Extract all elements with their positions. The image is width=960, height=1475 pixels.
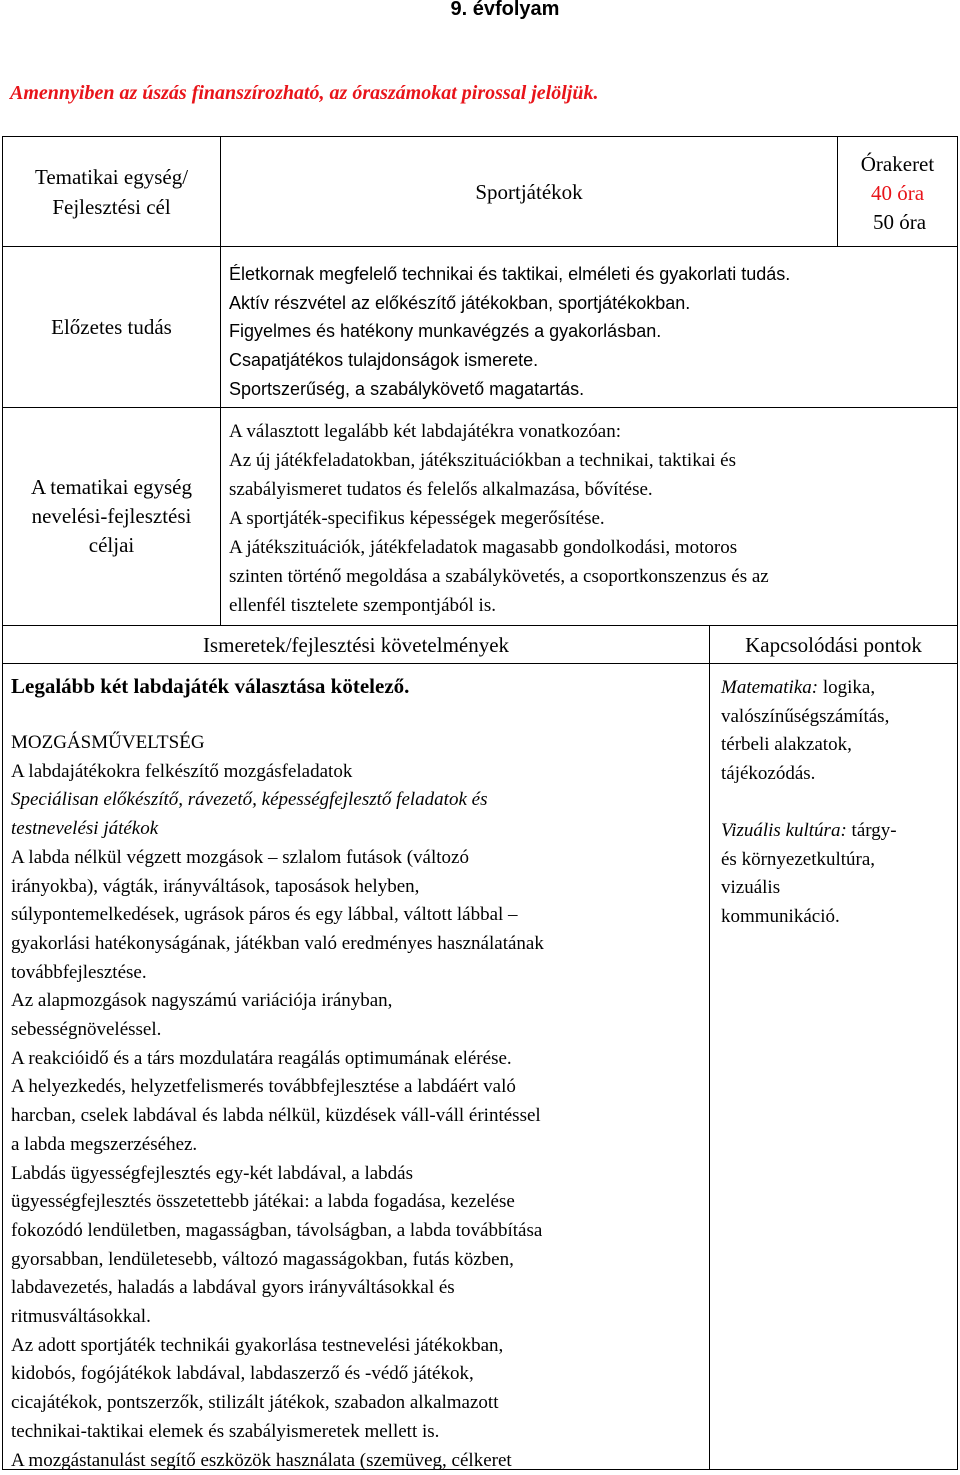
- requirement-line: harcban, cselek labdával és labda nélkül, küzdések váll-váll érintéssel: [11, 1105, 541, 1127]
- requirement-line: labdavezetés, haladás a labdával gyors irányváltásokkal és: [11, 1277, 455, 1299]
- connection-visual-subject: Vizuális kultúra:: [721, 819, 847, 841]
- requirement-line: cicajátékok, pontszerzők, stilizált játékok, szabadon alkalmazott: [11, 1392, 499, 1414]
- section-subtitle: A labdajátékokra felkészítő mozgásfeladatok: [11, 760, 353, 782]
- goal-line: ellenfél tisztelete szempontjából is.: [229, 595, 496, 616]
- prior-line: Figyelmes és hatékony munkavégzés a gyakorlásban.: [229, 321, 662, 342]
- connection-math-line-0: logika,: [818, 677, 876, 698]
- hours-value: 50 óra: [872, 210, 927, 234]
- goal-line: szabályismeret tudatos és felelős alkalmazása, bővítése.: [229, 479, 653, 500]
- requirement-line: A helyezkedés, helyzetfelismerés továbbfejlesztése a labdáért való: [11, 1076, 516, 1098]
- prior-lines: [229, 260, 957, 404]
- requirements-intro: Legalább két labdajáték választása kötelező.: [11, 674, 410, 698]
- connection-visual-line-3: kommunikáció.: [721, 905, 840, 927]
- goals-label-line2: nevelési-fejlesztési: [31, 504, 192, 528]
- connections-header: Kapcsolódási pontok: [745, 632, 922, 657]
- requirement-line: a labda megszerzéséhez.: [11, 1133, 198, 1155]
- prior-label-cell: [2, 246, 221, 408]
- requirement-line: A labda nélkül végzett mozgások – szlalom futások (változó: [11, 846, 469, 868]
- connection-visual-line-0: tárgy-: [846, 819, 897, 841]
- goals-label-line3: céljai: [88, 533, 135, 557]
- hours-cell: [837, 136, 958, 247]
- funding-note: Amennyiben az úszás finanszírozható, az óraszámokat pirossal jelöljük.: [10, 82, 599, 104]
- connection-math-line-3: tájékozódás.: [721, 763, 816, 785]
- prior-line: Sportszerűség, a szabálykövető magatartás.: [229, 378, 585, 399]
- goal-line: szinten történő megoldása a szabálykövetés, a csoportkonszenzus és az: [229, 566, 769, 587]
- goals-label-cell: [2, 407, 221, 626]
- requirement-line: Az alapmozgások nagyszámú variációja irányban,: [11, 990, 393, 1012]
- prior-label: Előzetes tudás: [51, 315, 172, 339]
- requirement-line: A mozgástanulást segítő eszközök használata (szemüveg, célkeret: [11, 1449, 512, 1471]
- prior-line: Aktív részvétel az előkészítő játékokban, sportjátékokban.: [229, 292, 691, 313]
- requirement-line: irányokba), vágták, irányváltások, taposások helyben,: [11, 875, 420, 897]
- grade-heading: 9. évfolyam: [450, 0, 560, 20]
- connection-visual-line-1: és környezetkultúra,: [721, 848, 876, 870]
- prior-line: Életkornak megfelelő technikai és taktikai, elméleti és gyakorlati tudás.: [229, 264, 791, 284]
- unit-label-line1: Tematikai egység/: [34, 164, 189, 189]
- unit-label-line2: Fejlesztési cél: [52, 194, 171, 219]
- requirement-line: ügyességfejlesztés összetettebb játékai: a labda fogadása, kezelése: [11, 1191, 515, 1213]
- goal-line: A választott legalább két labdajátékra vonatkozóan:: [229, 421, 621, 442]
- requirement-line: sebességnöveléssel.: [11, 1019, 162, 1041]
- goal-line: A játékszituációk, játékfeladatok magasabb gondolkodási, motoros: [229, 537, 738, 558]
- unit-title-cell: [220, 136, 838, 247]
- requirement-line: technikai-taktikai elemek és szabályismeretek mellett is.: [11, 1420, 440, 1442]
- connection-math-line-2: térbeli alakzatok,: [721, 734, 852, 756]
- unit-title: Sportjátékok: [475, 179, 583, 204]
- requirements-lines: [11, 844, 709, 1475]
- italic-line-1: Speciálisan előkészítő, rávezető, képességfejlesztő feladatok és: [11, 789, 488, 811]
- prior-line: Csapatjátékos tulajdonságok ismerete.: [229, 350, 539, 371]
- goals-content-cell: [220, 407, 958, 626]
- requirement-line: súlypontemelkedések, ugrások páros és egy lábbal, váltott lábbal –: [11, 904, 518, 926]
- connection-math-subject: Matematika:: [721, 677, 819, 698]
- goal-line: Az új játékfeladatokban, játékszituációkban a technikai, taktikai és: [229, 450, 736, 471]
- requirement-line: kidobós, fogójátékok labdával, labdaszerző és -védő játékok,: [11, 1363, 474, 1385]
- connection-math-line-1: valószínűségszámítás,: [721, 705, 890, 727]
- requirement-line: fokozódó lendületben, magasságban, távolságban, a labda továbbítása: [11, 1219, 543, 1241]
- requirements-header-cell: [2, 625, 710, 664]
- connections-content-cell: [709, 663, 958, 1470]
- section-title: MOZGÁSMŰVELTSÉG: [11, 732, 205, 753]
- goals-lines: [229, 417, 957, 620]
- requirement-line: A reakcióidő és a társ mozdulatára reagálás optimumának elérése.: [11, 1047, 512, 1069]
- hours-red: 40 óra: [870, 181, 925, 205]
- requirement-line: gyakorlási hatékonyságának, játékban való eredményes használatának: [11, 932, 544, 954]
- requirement-line: Az adott sportjáték technikái gyakorlása testnevelési játékokban,: [11, 1334, 504, 1356]
- goal-line: A sportjáték-specifikus képességek megerősítése.: [229, 508, 605, 529]
- prior-content-cell: [220, 246, 958, 408]
- connections-header-cell: [709, 625, 958, 664]
- requirements-content-cell: [2, 663, 710, 1470]
- requirement-line: továbbfejlesztése.: [11, 961, 147, 983]
- connection-math: [721, 674, 957, 789]
- hours-label: Órakeret: [860, 152, 935, 176]
- requirements-header: Ismeretek/fejlesztési követelmények: [202, 632, 510, 657]
- goals-label-line1: A tematikai egység: [31, 475, 192, 499]
- requirement-line: ritmusváltásokkal.: [11, 1306, 151, 1328]
- connection-visual: [721, 817, 957, 932]
- requirement-line: gyorsabban, lendületesebb, változó magasságokban, futás közben,: [11, 1248, 514, 1270]
- unit-label-cell: [2, 136, 221, 247]
- connection-visual-line-2: vizuális: [721, 877, 781, 899]
- italic-line-2: testnevelési játékok: [11, 818, 159, 840]
- requirement-line: Labdás ügyességfejlesztés egy-két labdával, a labdás: [11, 1162, 414, 1184]
